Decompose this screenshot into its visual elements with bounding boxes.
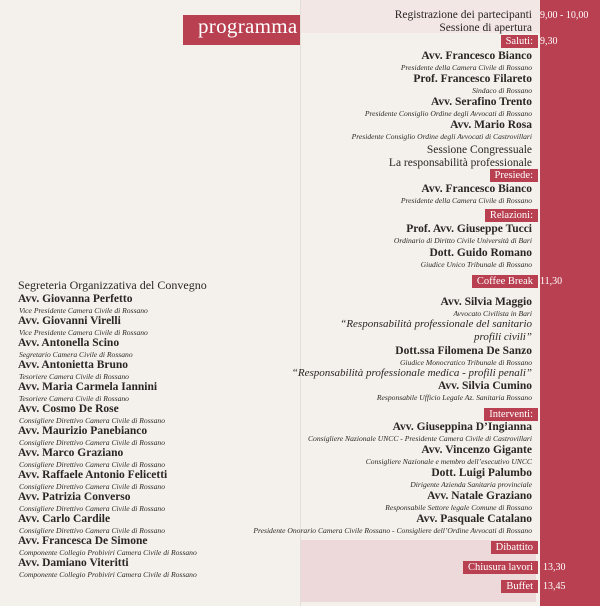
- list-item: Avv. Damiano Viteritti Componente Collegio Probiviri Camera Civile di Rossano: [18, 557, 197, 579]
- list-item: Avv. Antonella Scino Segretario Camera Civile di Rossano: [18, 337, 133, 359]
- interventi-list: Avv. Giuseppina D’Ingianna Consigliere Nazionale UNCC - Presidente Camera Civile di Castrovillari Avv. Vincenzo Gigante Consigliere Nazionale e membro dell’esecutivo UNCC Dott. Luigi Palumbo Dirigente Azienda Sanitaria provinciale Avv. Natale Graziano Responsabile Settore legale Comune di Rossano Avv. Pasquale Catalano Presidente Onorario Camera Civile Rossano - Consigliere dell’Ordine Avvocati di Rossano: [253, 421, 532, 535]
- list-item: Avv. Maurizio Panebianco Consigliere Direttivo Camera Civile di Rossano: [18, 425, 166, 447]
- registration-time: 9,00 - 10,00: [540, 10, 589, 21]
- list-item: Avv. Patrizia Converso Consigliere Direttivo Camera Civile di Rossano: [18, 491, 166, 513]
- red-column-band: [540, 0, 600, 606]
- secretariat-block: [18, 278, 280, 579]
- list-item: Avv. Giovanni Virelli Vice Presidente Camera Civile di Rossano: [18, 315, 148, 337]
- interventi-badge: Interventi:: [484, 408, 538, 421]
- chiusura-badge: Chiusura lavori: [463, 561, 538, 574]
- saluti-list: Avv. Francesco Bianco Presidente della Camera Civile di Rossano Prof. Francesco Filareto Sindaco di Rossano Avv. Serafino Trento Presidente Consiglio Ordine degli Avvocati di Rossano Avv. Mario Rosa Presidente Consiglio Ordine degli Avvocati di Castrovillari Sessione Congressuale La responsabilità professionale: [351, 50, 532, 169]
- coffee-break-badge: Coffee Break: [472, 275, 538, 288]
- registration-line: Registrazione dei partecipanti: [394, 9, 532, 21]
- list-item: Avv. Raffaele Antonio Felicetti Consigliere Direttivo Camera Civile di Rossano: [18, 469, 168, 491]
- talks-block: Avv. Silvia Maggio Avvocato Civilista in Bari “Responsabilità professionale del sanitario profili civili” Dott.ssa Filomena De Sanzo Giudice Monocratico Tribunale di Rossano “Responsabilità professionale medica - profili penali” Avv. Silvia Cumino Responsabile Ufficio Legale Az. Sanitaria Rossano: [291, 296, 532, 402]
- page-title: programma: [198, 14, 298, 38]
- relazioni-list: Prof. Avv. Giuseppe Tucci Ordinario di Diritto Civile Università di Bari Dott. Guido Romano Giudice Unico Tribunale di Rossano: [393, 223, 532, 269]
- secretariat-title: Segreteria Organizzativa del Convegno: [18, 278, 207, 292]
- list-item: Avv. Antonietta Bruno Tesoriere Camera Civile di Rossano: [18, 359, 129, 381]
- presiede-badge: Presiede:: [490, 169, 539, 182]
- coffee-break-time: 11,30: [540, 276, 563, 287]
- saluti-badge: Saluti:: [501, 35, 538, 48]
- list-item: Avv. Maria Carmela Iannini Tesoriere Camera Civile di Rossano: [18, 381, 158, 403]
- list-item: Avv. Marco Graziano Consigliere Direttivo Camera Civile di Rossano: [18, 447, 166, 469]
- list-item: Avv. Carlo Cardile Consigliere Direttivo Camera Civile di Rossano: [18, 513, 166, 535]
- list-item: Avv. Francesca De Simone Componente Collegio Probiviri Camera Civile di Rossano: [18, 535, 197, 557]
- buffet-badge: Buffet: [501, 580, 538, 593]
- list-item: Avv. Giovanna Perfetto Vice Presidente Camera Civile di Rossano: [18, 293, 148, 315]
- relazioni-badge: Relazioni:: [485, 209, 538, 222]
- buffet-time: 13,45: [543, 581, 566, 592]
- dibattito-badge: Dibattito: [491, 541, 538, 554]
- presiede-block: Avv. Francesco Bianco Presidente della Camera Civile di Rossano: [400, 183, 532, 205]
- chiusura-time: 13,30: [543, 562, 566, 573]
- saluti-time: 9,30: [540, 36, 558, 47]
- list-item: Avv. Cosmo De Rose Consigliere Direttivo Camera Civile di Rossano: [18, 403, 166, 425]
- opening-line: Sessione di apertura: [439, 22, 532, 34]
